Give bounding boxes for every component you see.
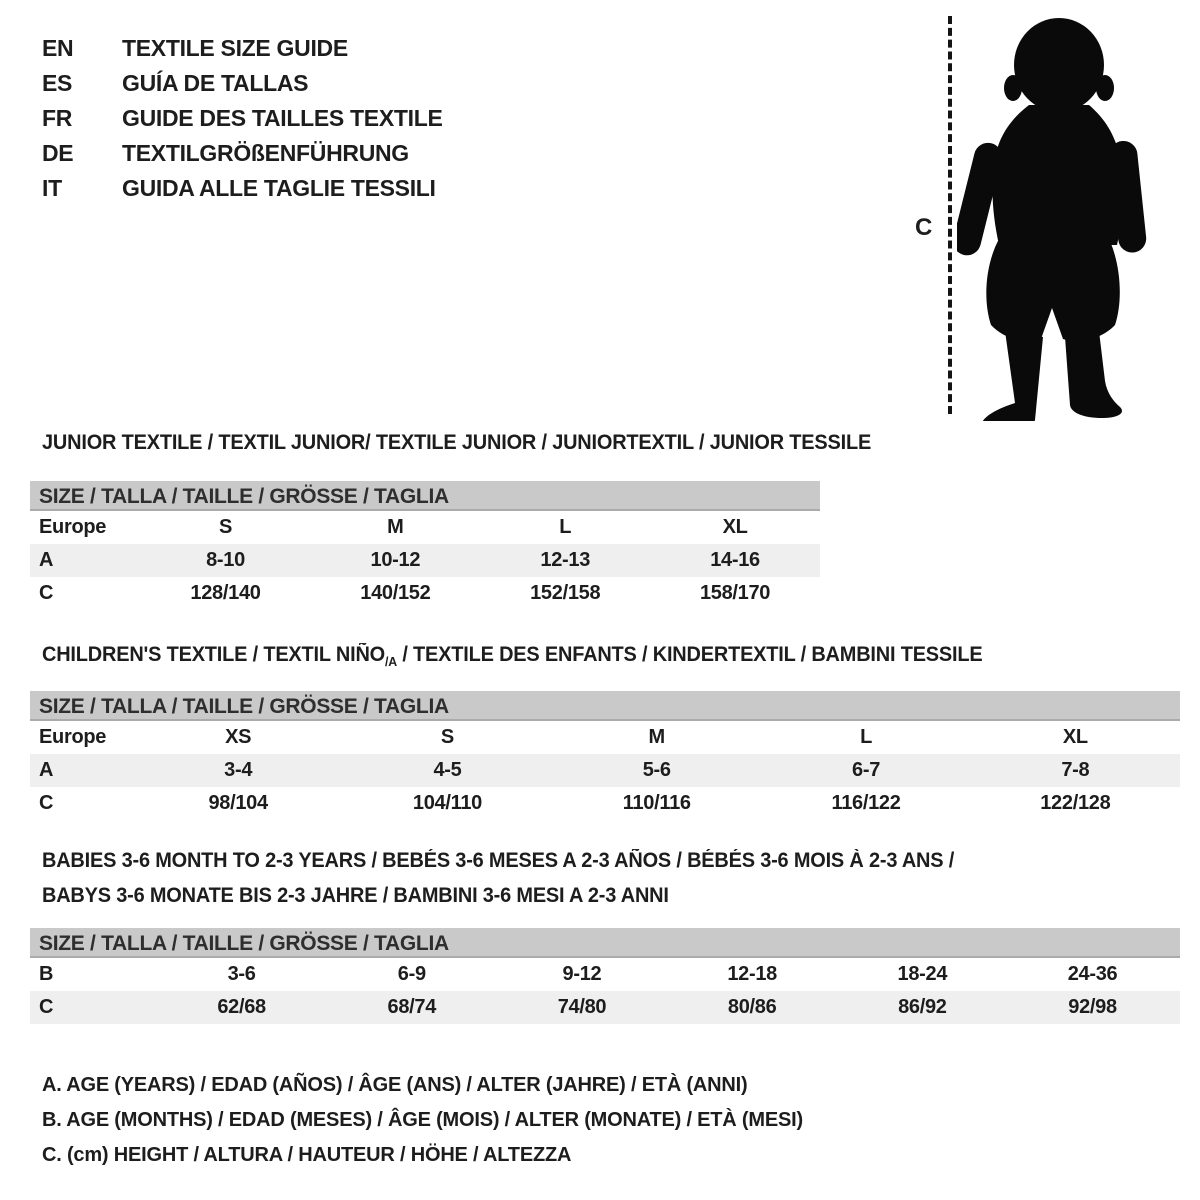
size-value: XL [722,516,748,538]
size-value: S [218,516,233,538]
height-measure-label: C [915,214,933,241]
section-title-junior: JUNIOR TEXTILE / TEXTIL JUNIOR/ TEXTILE JUNIOR / JUNIORTEXTIL / JUNIOR TESSILE [42,431,872,454]
lang-title: GUÍA DE TALLAS [122,70,309,96]
title-line2: BABYS 3-6 MONATE BIS 2-3 JAHRE / BAMBINI 3-6 MESI A 2-3 ANNI [42,884,669,907]
size-value: M [387,516,404,538]
lang-title: GUIDA ALLE TAGLIE TESSILI [122,175,436,201]
age-value: 5-6 [642,759,671,781]
row-label: Europe [39,726,107,748]
age-value: 6-9 [397,963,426,985]
height-value: 128/140 [190,582,261,604]
lang-code: EN [42,35,74,61]
title-subscript: /A [385,654,397,669]
table-row [30,721,1180,754]
table-row [30,787,1180,820]
lang-row-en [42,31,443,66]
table-header: SIZE / TALLA / TAILLE / GRÖSSE / TAGLIA [30,691,1180,721]
size-value: L [559,516,572,538]
height-value: 122/128 [1040,792,1111,814]
measure-legend [42,1068,803,1173]
height-value: 110/116 [622,792,691,814]
lang-title: GUIDE DES TAILLES TEXTILE [122,105,443,131]
size-value: M [648,726,665,748]
table-header: SIZE / TALLA / TAILLE / GRÖSSE / TAGLIA [30,481,820,511]
row-label: C [39,582,54,604]
size-value: S [440,726,454,748]
age-value: 6-7 [852,759,881,781]
language-list [42,31,443,206]
row-label: C [39,792,54,814]
age-value: 4-5 [433,759,462,781]
lang-row-fr [42,101,443,136]
row-label: A [39,759,54,781]
title-rest: / TEXTILE DES ENFANTS / KINDERTEXTIL / BAMBINI TESSILE [396,643,983,666]
height-value: 140/152 [360,582,431,604]
table-row [30,511,820,544]
row-label: B [39,963,54,985]
age-value: 3-4 [224,759,253,781]
lang-row-de [42,136,443,171]
age-value: 9-12 [562,963,602,985]
lang-code: DE [42,140,74,166]
row-label: Europe [39,516,107,538]
age-value: 3-6 [227,963,256,985]
title-main: CHILDREN'S TEXTILE / TEXTIL NIÑO [42,643,386,666]
legend-line-a: A. AGE (YEARS) / EDAD (AÑOS) / ÂGE (ANS) / ALTER (JAHRE) / ETÀ (ANNI) [42,1074,748,1096]
table-row [30,544,820,577]
junior-size-table [30,481,820,610]
toddler-silhouette-icon [957,13,1152,421]
height-value: 86/92 [898,996,947,1018]
height-value: 68/74 [387,996,437,1018]
section-title-children [42,643,983,669]
row-label: C [39,996,54,1018]
section-title-babies [42,843,954,913]
table-row [30,577,820,610]
table-row [30,754,1180,787]
age-value: 24-36 [1067,963,1118,985]
title-line1: BABIES 3-6 MONTH TO 2-3 YEARS / BEBÉS 3-6 MESES A 2-3 AÑOS / BÉBÉS 3-6 MOIS À 2-3 ANS / [42,849,955,872]
height-value: 152/158 [530,582,601,604]
lang-row-es [42,66,443,101]
table-row [30,958,1180,991]
size-value: XL [1062,726,1088,748]
babies-size-table [30,928,1180,1024]
lang-code: IT [42,175,62,201]
height-measure-dashed-line [948,16,952,414]
row-label: A [39,549,54,571]
age-value: 8-10 [206,549,245,571]
lang-code: ES [42,70,73,96]
legend-line-c: C. (cm) HEIGHT / ALTURA / HAUTEUR / HÖHE / ALTEZZA [42,1144,572,1166]
height-value: 74/80 [557,996,607,1018]
height-value: 104/110 [412,792,482,814]
table-row [30,991,1180,1024]
size-value: XS [225,726,252,748]
children-size-table [30,691,1180,820]
age-value: 7-8 [1061,759,1090,781]
table-header: SIZE / TALLA / TAILLE / GRÖSSE / TAGLIA [30,928,1180,958]
height-value: 62/68 [217,996,266,1018]
age-value: 12-18 [727,963,777,985]
height-value: 92/98 [1068,996,1117,1018]
legend-line-b: B. AGE (MONTHS) / EDAD (MESES) / ÂGE (MOIS) / ALTER (MONATE) / ETÀ (MESI) [42,1109,803,1131]
lang-title: TEXTILGRÖßENFÜHRUNG [122,140,409,166]
height-value: 116/122 [831,792,901,814]
height-value: 80/86 [727,996,777,1018]
lang-code: FR [42,105,73,131]
lang-title: TEXTILE SIZE GUIDE [122,35,348,61]
age-value: 12-13 [540,549,591,571]
lang-row-it [42,171,443,206]
height-value: 158/170 [699,582,771,604]
age-value: 18-24 [897,963,948,985]
age-value: 14-16 [710,549,760,571]
size-value: L [860,726,872,748]
height-value: 98/104 [208,792,268,814]
age-value: 10-12 [370,549,421,571]
